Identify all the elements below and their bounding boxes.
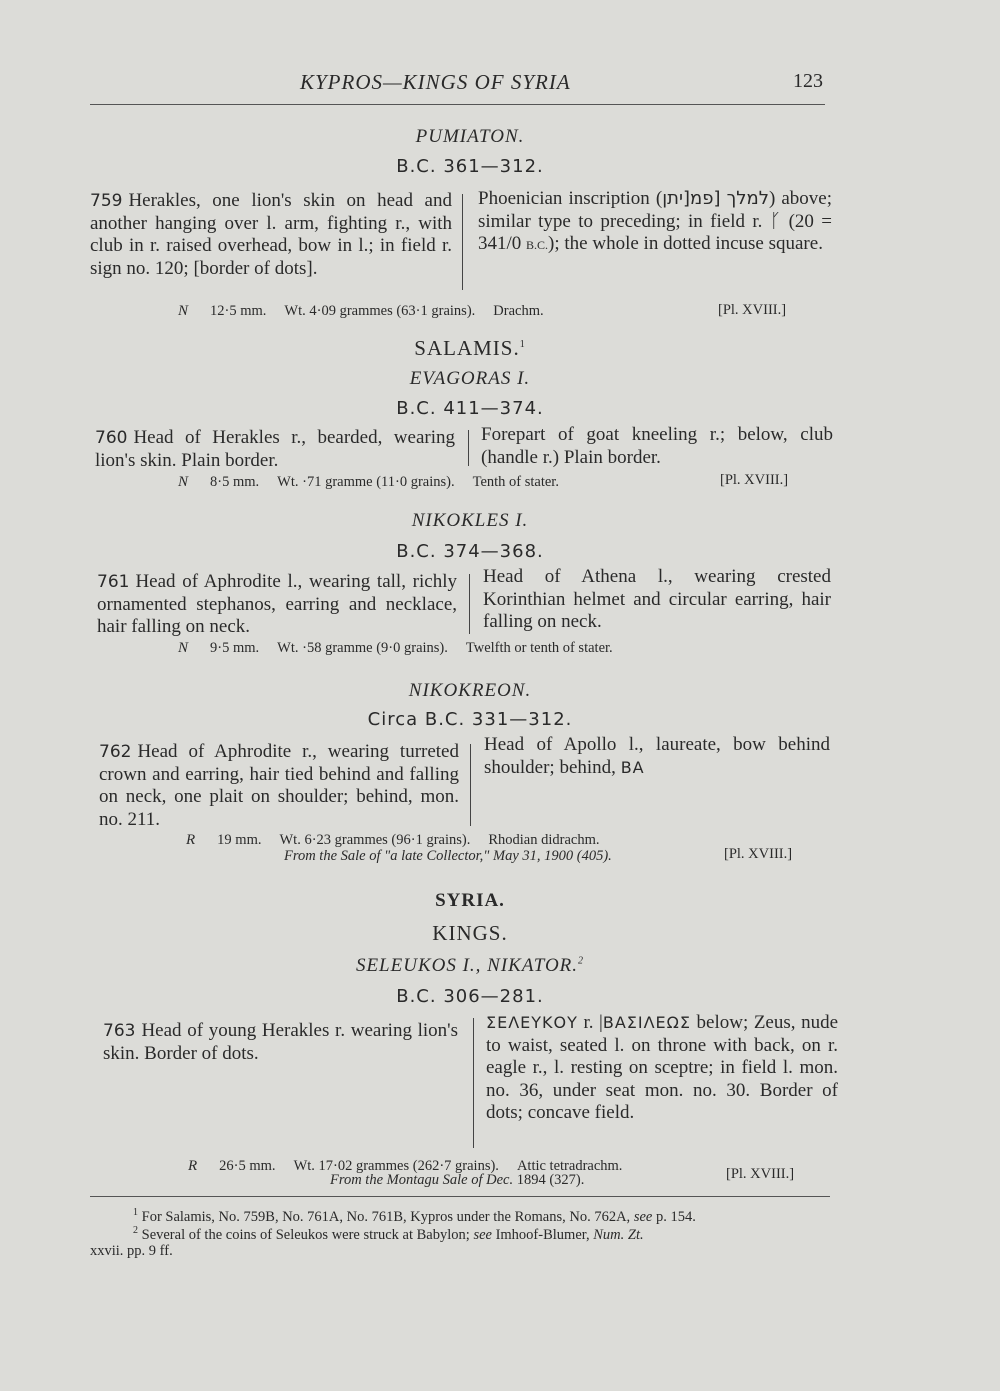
page-number: 123 [793,70,823,92]
date-heading: B.C. 361—312. [396,156,544,177]
footnote-mark: 2 [133,1225,138,1236]
coin-763-provenance [330,1172,584,1189]
footnote-mark: 1 [133,1207,138,1218]
dynasty-name: SELEUKOS I., NIKATOR. [355,955,579,976]
running-header-title: KYPROS—KINGS OF SYRIA [300,70,571,94]
metal-symbol: N [178,640,189,656]
reverse-text: ) above; similar type to preceding; in field r. [478,188,832,232]
coin-size: 8·5 mm. [210,474,260,490]
coin-760-obverse [95,427,455,472]
reverse-text: (20 = 341/0 [478,210,833,254]
footnote-text: For Salamis, No. 759B, No. 761A, No. 761B, Kypros under the Romans, No. 762A, [141,1208,631,1225]
reverse-text: below; Zeus, nude to waist, seated l. on throne with back, on r. eagle r., l. resting on sceptre; in field l. mon. no. 36, under seat mon. no. 30. Border of dots; concave field. [486,1012,838,1123]
coin-size: 12·5 mm. [210,303,267,319]
coin-size: 19 mm. [217,832,262,848]
coin-762-provenance [284,848,612,865]
phoenician-sign: ᚴ [769,210,782,232]
provenance-text: From the Sale of "a late Collector," [284,848,490,864]
column-divider [470,744,471,826]
obverse-description: Head of Aphrodite l., wearing tall, richly ornamented stephanos, earring and necklace, hair falling on neck. [97,571,457,637]
plate-reference: [Pl. XVIII.] [724,846,793,862]
footnote-text: see [473,1226,492,1243]
coin-760-metadata [178,474,559,491]
coin-number: 760 [95,428,128,448]
greek-inscription: BA [620,757,645,777]
dynasty-heading: EVAGORAS I. [409,368,531,389]
obverse-description: Herakles, one lion's skin on head and another hanging over l. arm, fighting r., with club in r. raised overhead, bow in l.; in field r. sign no. 120; [border of dots]. [90,190,452,279]
coin-weight: Wt. ·58 gramme (9·0 grains). [277,640,448,656]
denomination: Attic tetradrachm. [516,1158,623,1174]
dynasty-heading [90,955,850,977]
coin-763-reverse [486,1012,838,1125]
reverse-text: Phoenician inscription ( [478,188,663,209]
footnote-text: Num. Zt. [593,1226,644,1243]
reverse-text: r. | [577,1012,603,1033]
metal-symbol: N [178,474,189,490]
footnote-text: Several of the coins of Seleukos were struck at Babylon; [141,1226,470,1243]
coin-762-metadata [186,832,600,849]
column-divider [468,430,469,466]
footnote-mark: 2 [578,955,585,967]
footnote-text: Imhoof-Blumer, [495,1226,590,1243]
provenance-text: From the Montagu Sale of Dec. [330,1172,514,1188]
greek-inscription: ΒΑΣΙΛΕΩΣ [602,1013,691,1032]
reverse-text: Head of Apollo l., laureate, bow behind shoulder; behind, [484,734,830,778]
reverse-text: ); the whole in dotted incuse square. [548,233,823,254]
coin-number: 759 [90,191,123,211]
coin-760-reverse: Forepart of goat kneeling r.; below, club (handle r.) Plain border. [481,424,833,468]
coin-762-obverse [99,741,459,831]
denomination: Drachm. [493,303,544,319]
reverse-text: B.C. [526,238,549,252]
dynasty-heading: NIKOKLES I. [411,510,529,531]
footnote-text: see [633,1208,653,1225]
denomination: Twelfth or tenth of stater. [465,640,613,656]
footnote-text: p. 154. [655,1208,696,1225]
column-divider [462,194,463,290]
denomination: Tenth of stater. [472,474,559,490]
section-heading: SYRIA. [435,890,505,911]
header-rule [90,104,825,105]
provenance-date: May 31, 1900 (405). [492,848,612,864]
coin-759-metadata [178,303,544,320]
plate-reference: [Pl. XVIII.] [726,1166,795,1182]
footnote-2-continuation: xxvii. pp. 9 ff. [90,1243,173,1259]
date-heading: B.C. 374—368. [396,541,544,562]
place-name: SALAMIS. [414,336,520,360]
coin-761-reverse: Head of Athena l., wearing crested Korinthian helmet and circular earring, hair falling on neck. [483,566,831,632]
coin-759-obverse [90,190,452,280]
plate-reference: [Pl. XVIII.] [720,472,789,488]
date-heading: B.C. 411—374. [396,398,544,419]
coin-weight: Wt. 4·09 grammes (63·1 grains). [284,303,476,319]
coin-weight: Wt. ·71 gramme (11·0 grains). [277,474,455,490]
dynasty-heading: NIKOKREON. [408,680,532,701]
greek-inscription: ΣΕΛΕΥΚΟΥ [486,1013,578,1032]
column-divider [473,1018,474,1148]
dynasty-heading: PUMIATON. [415,126,525,147]
coin-size: 26·5 mm. [219,1158,276,1174]
coin-762-reverse [484,734,830,779]
footnote-mark: 1 [519,339,526,350]
obverse-description: Head of Aphrodite r., wearing turreted crown and earring, hair tied behind and falling on neck, one plait on shoulder; behind, mon. no. 211. [99,741,459,830]
date-heading: Circa B.C. 331—312. [367,709,573,730]
coin-number: 761 [97,572,130,592]
date-heading: B.C. 306—281. [396,986,544,1007]
metal-symbol: R [188,1158,198,1174]
coin-size: 9·5 mm. [210,640,260,656]
provenance-date: 1894 (327). [516,1172,585,1188]
denomination: Rhodian didrachm. [488,832,600,848]
metal-symbol: R [186,832,196,848]
coin-weight: Wt. 6·23 grammes (96·1 grains). [279,832,471,848]
coin-759-reverse [478,188,832,257]
subsection-heading: KINGS. [432,921,508,945]
place-heading [90,336,850,361]
hebrew-inscription: [פמ[יתן [662,188,721,209]
plate-reference: [Pl. XVIII.] [718,302,787,318]
footnote-2 [133,1222,843,1244]
coin-weight: Wt. 17·02 grammes (262·7 grains). [293,1158,499,1174]
hebrew-inscription: למלך [726,188,769,209]
metal-symbol: N [178,303,189,319]
coin-761-metadata [178,640,613,657]
coin-763-obverse [103,1020,458,1065]
column-divider [469,574,470,634]
coin-761-obverse [97,571,457,639]
coin-number: 763 [103,1021,136,1041]
obverse-description: Head of young Herakles r. wearing lion's skin. Border of dots. [103,1020,458,1064]
obverse-description: Head of Herakles r., bearded, wearing lion's skin. Plain border. [95,427,455,471]
footnote-rule [90,1196,830,1197]
coin-number: 762 [99,742,132,762]
